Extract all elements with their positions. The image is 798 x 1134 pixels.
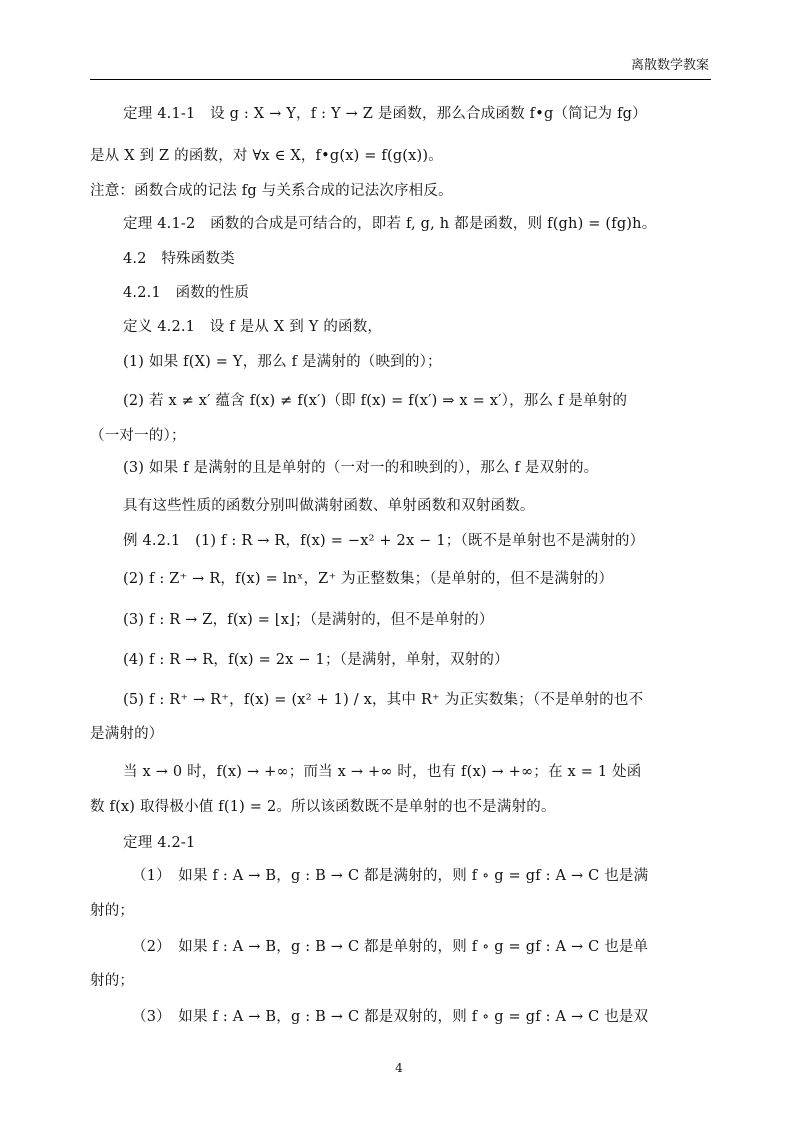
example-item-3: (3) f : R → Z，f(x) = ⌊x⌋；（是满射的，但不是单射的） — [123, 612, 494, 628]
theorem-4-1-2-line: 定理 4.1-2 函数的合成是可结合的，即若 f, g, h 都是函数，则 f(gh) = (fg)h。 — [123, 216, 657, 232]
theorem-4-2-1-item-1-line-2: 射的； — [90, 903, 135, 919]
theorem-4-1-1-line-2: 是从 X 到 Z 的函数，对 ∀x ∈ X，f•g(x) = f(g(x))。 — [90, 148, 443, 164]
note-line: 注意：函数合成的记法 fg 与关系合成的记法次序相反。 — [90, 183, 453, 199]
example-item-2: (2) f : Z⁺ → R，f(x) = lnˣ，Z⁺ 为正整数集；（是单射的，但不是满射的） — [123, 571, 614, 587]
analysis-line-1: 当 x → 0 时，f(x) → +∞；而当 x → +∞ 时，也有 f(x) → +∞；在 x = 1 处函 — [123, 764, 642, 780]
page-number: 4 — [395, 1061, 403, 1075]
definition-4-2-1-line: 定义 4.2.1 设 f 是从 X 到 Y 的函数， — [123, 319, 383, 335]
theorem-4-1-1-line-1: 定理 4.1-1 设 g : X → Y，f : Y → Z 是函数，那么合成函数 f•g（简记为 fg） — [123, 106, 647, 122]
theorem-4-2-1-item-2-line-1: （2） 如果 f : A → B，g : B → C 都是单射的，则 f ∘ g = gf : A → C 也是单 — [132, 939, 649, 955]
page-header — [90, 58, 711, 80]
theorem-4-2-1-item-3-line-1: （3） 如果 f : A → B，g : B → C 都是双射的，则 f ∘ g = gf : A → C 也是双 — [132, 1009, 649, 1025]
header-title: 离散数学教案 — [630, 58, 709, 73]
theorem-4-2-1-item-1-line-1: （1） 如果 f : A → B，g : B → C 都是满射的，则 f ∘ g = gf : A → C 也是满 — [132, 868, 649, 884]
example-item-1: 例 4.2.1 (1) f : R → R，f(x) = −x² + 2x − 1；（既不是单射也不是满射的） — [123, 533, 645, 549]
property-summary-line: 具有这些性质的函数分别叫做满射函数、单射函数和双射函数。 — [123, 498, 535, 514]
definition-item-1: (1) 如果 f(X) = Y，那么 f 是满射的（映到的）； — [123, 354, 442, 370]
definition-item-3: (3) 如果 f 是满射的且是单射的（一对一的和映到的），那么 f 是双射的。 — [123, 460, 599, 476]
example-item-5-line-1: (5) f : R⁺ → R⁺，f(x) = (x² + 1) / x，其中 R⁺ 为正实数集；（不是单射的也不 — [123, 692, 644, 708]
example-item-4: (4) f : R → R，f(x) = 2x − 1；（是满射，单射，双射的） — [123, 652, 509, 668]
example-item-5-line-2: 是满射的） — [90, 726, 164, 742]
definition-item-2-line-2: （一对一的）； — [90, 428, 186, 444]
theorem-4-2-1-heading: 定理 4.2-1 — [123, 835, 196, 851]
subsection-heading-4-2-1: 4.2.1 函数的性质 — [123, 285, 250, 301]
definition-item-2-line-1: (2) 若 x ≠ x′ 蕴含 f(x) ≠ f(x′)（即 f(x) = f(x′) ⇒ x = x′），那么 f 是单射的 — [123, 393, 628, 409]
section-heading-4-2: 4.2 特殊函数类 — [123, 251, 235, 267]
theorem-4-2-1-item-2-line-2: 射的； — [90, 973, 135, 989]
analysis-line-2: 数 f(x) 取得极小值 f(1) = 2。所以该函数既不是单射的也不是满射的。 — [90, 799, 556, 815]
